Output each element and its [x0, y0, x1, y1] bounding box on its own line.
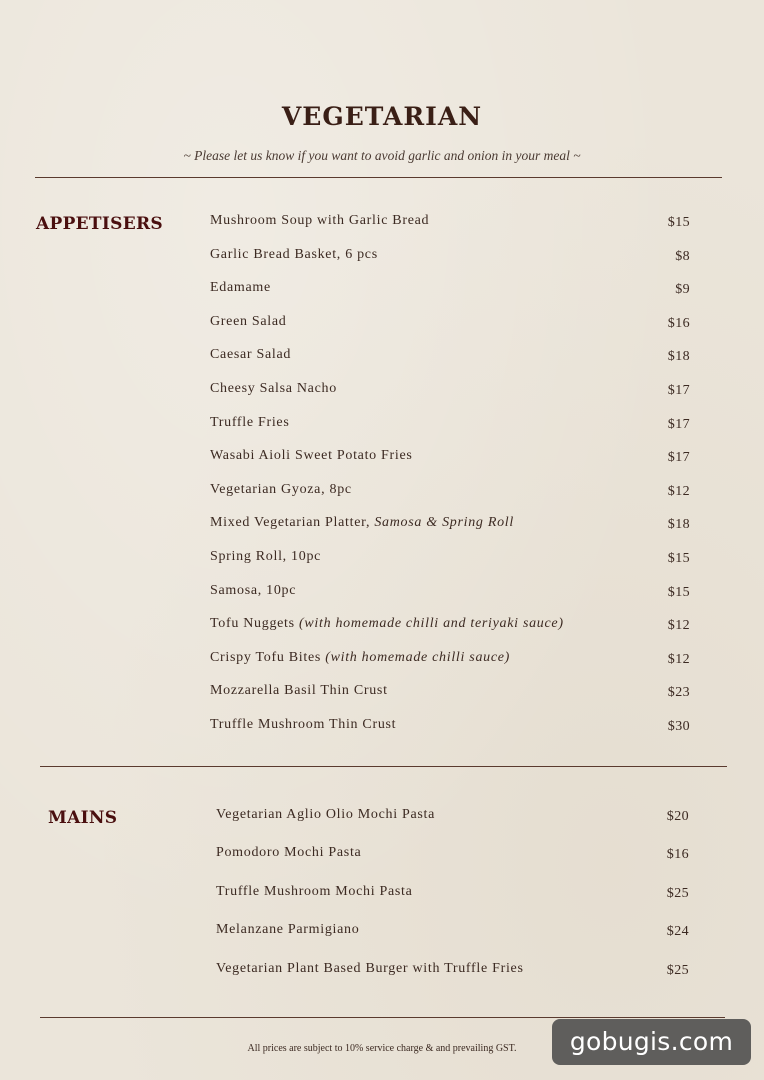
footer-note: All prices are subject to 10% service charge & and prevailing GST.: [247, 1043, 517, 1054]
menu-item-price: $15: [667, 584, 690, 600]
menu-item: [210, 583, 296, 599]
menu-item-note: (with homemade chilli and teriyaki sauce): [299, 616, 564, 632]
menu-item: [210, 247, 378, 263]
menu-item: [210, 280, 271, 296]
menu-item-price: $17: [667, 383, 690, 398]
menu-item-name: Green Salad: [210, 313, 287, 329]
menu-item-price: $25: [666, 962, 689, 978]
menu-item: [210, 515, 514, 531]
header-divider: [35, 177, 722, 178]
menu-item: [210, 549, 321, 565]
menu-item-price: $16: [666, 847, 689, 863]
menu-item-name: Vegetarian Aglio Olio Mochi Pasta: [216, 807, 436, 822]
section-title-mains: MAINS: [48, 808, 118, 828]
menu-item: [216, 845, 361, 861]
menu-item-name: Melanzane Parmigiano: [216, 922, 360, 938]
menu-item: [216, 807, 435, 823]
menu-item-name: Tofu Nuggets: [210, 616, 299, 632]
menu-item-name: Samosa, 10pc: [210, 582, 297, 598]
menu-item: [210, 482, 352, 498]
menu-item-price: $17: [667, 416, 690, 432]
menu-item-price: $9: [675, 282, 690, 298]
menu-item-price: $12: [667, 651, 690, 667]
menu-item-name: Cheesy Salsa Nacho: [210, 381, 337, 396]
menu-item-price: $16: [667, 315, 690, 331]
menu-item-price: $17: [667, 450, 690, 466]
menu-item: [216, 884, 413, 900]
menu-item-name: Spring Roll, 10pc: [210, 549, 322, 564]
menu-item-price: $18: [667, 349, 690, 365]
menu-item: [216, 961, 524, 977]
menu-item: [210, 616, 564, 632]
page-title: VEGETARIAN: [281, 102, 483, 131]
menu-item: [210, 347, 291, 363]
menu-item-price: $30: [667, 719, 690, 734]
menu-item-price: $15: [667, 215, 690, 230]
menu-item-name: Caesar Salad: [210, 347, 292, 363]
menu-item-name: Vegetarian Plant Based Burger with Truffle Fries: [216, 960, 524, 976]
menu-item-price: $23: [667, 685, 690, 701]
menu-item-name: Mushroom Soup with Garlic Bread: [210, 213, 430, 228]
menu-item-name: Truffle Mushroom Mochi Pasta: [216, 883, 413, 899]
footer-divider: [40, 1017, 725, 1018]
watermark-logo: gobugis.com: [552, 1019, 751, 1065]
menu-item-name: Truffle Mushroom Thin Crust: [210, 717, 397, 732]
menu-item: [210, 448, 413, 464]
menu-item-price: $20: [666, 809, 689, 824]
menu-item-name: Edamame: [210, 280, 271, 296]
menu-item: [210, 314, 287, 330]
menu-item-name: Pomodoro Mochi Pasta: [216, 845, 362, 861]
menu-item-price: $25: [666, 885, 689, 901]
section-title-appetisers: APPETISERS: [36, 214, 163, 234]
menu-item-name: Wasabi Aioli Sweet Potato Fries: [210, 448, 413, 464]
menu-item: [210, 213, 429, 229]
menu-item-name: Crispy Tofu Bites: [210, 649, 326, 665]
menu-item: [210, 381, 337, 397]
menu-item-note: Samosa & Spring Roll: [374, 515, 514, 531]
menu-item-note: (with homemade chilli sauce): [325, 649, 511, 665]
menu-item-name: Truffle Fries: [210, 414, 290, 430]
menu-item-name: Garlic Bread Basket, 6 pcs: [210, 246, 378, 262]
menu-item-price: $15: [667, 551, 690, 566]
page-subtitle: ~ Please let us know if you want to avoid garlic and onion in your meal ~: [183, 148, 581, 163]
menu-item-price: $8: [675, 248, 690, 264]
menu-item-name: Vegetarian Gyoza, 8pc: [210, 481, 352, 497]
menu-item: [210, 650, 510, 666]
menu-item: [210, 415, 290, 431]
menu-item: [210, 717, 396, 733]
menu-item-name: Mozzarella Basil Thin Crust: [210, 683, 388, 699]
menu-item-name: Mixed Vegetarian Platter,: [210, 515, 375, 531]
menu-item-price: $24: [666, 924, 689, 940]
menu-item-price: $12: [667, 483, 690, 499]
menu-item: [210, 683, 388, 699]
menu-item-price: $12: [667, 618, 690, 634]
menu-item: [216, 922, 359, 938]
menu-item-price: $18: [667, 517, 690, 533]
section-divider: [40, 766, 727, 767]
